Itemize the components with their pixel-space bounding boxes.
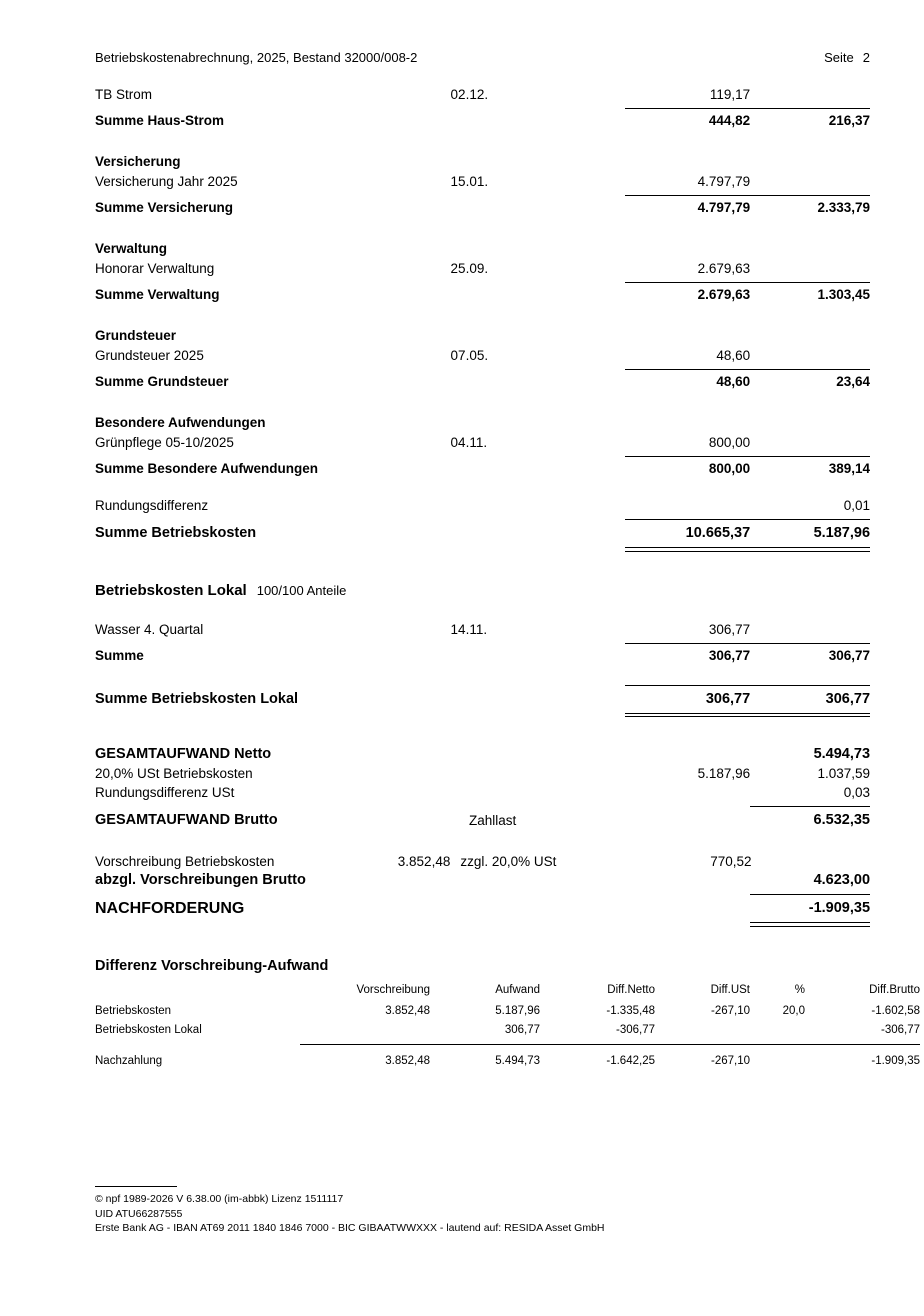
document-title: Betriebskostenabrechnung, 2025, Bestand 32000/008-2: [95, 50, 418, 65]
cell-aufwand: 306,77: [504, 1023, 540, 1036]
cell-diff-brutto: -306,77: [880, 1023, 920, 1036]
page-number: 2: [862, 50, 870, 65]
document-footer: [95, 1186, 795, 1236]
vorschreibung-ust-note: zzgl. 20,0% USt: [460, 854, 557, 870]
subtotal-amount-total: 800,00: [708, 461, 751, 476]
ust-amount: 1.037,59: [817, 766, 871, 782]
line-item-row: [95, 435, 870, 450]
line-item-row: [95, 348, 870, 363]
subtotal-amount-share: 23,64: [836, 374, 871, 389]
gesamtaufwand-netto-amount: 5.494,73: [813, 746, 871, 763]
section-heading-besondere-aufwendungen: Besondere Aufwendungen: [95, 415, 266, 430]
ust-rounding-label: Rundungsdifferenz USt: [95, 785, 235, 801]
vorschreibung-total-amount: 4.623,00: [813, 872, 871, 889]
statement-body: [95, 50, 920, 1071]
line-item-label: Grünpflege 05-10/2025: [95, 435, 234, 450]
subtotal-amount-share: 389,14: [828, 461, 871, 476]
line-item-label: Wasser 4. Quartal: [95, 621, 204, 637]
table-row: [95, 1002, 920, 1021]
grand-total-rule: [95, 519, 870, 520]
grand-total-amount-share: 5.187,96: [813, 525, 871, 541]
nachforderung-rule: [95, 894, 870, 895]
difference-table: [95, 981, 920, 1071]
subtotal-label: Summe Besondere Aufwendungen: [95, 461, 319, 476]
total-cell-vorschreibung: 3.852,48: [300, 1044, 430, 1071]
cell-percent: [750, 1021, 805, 1040]
ust-base-amount: 5.187,96: [697, 766, 751, 782]
lokal-total-double-rule: [95, 713, 870, 718]
cell-diff-ust: [655, 1021, 750, 1040]
subtotal-label: Summe: [95, 647, 144, 663]
subtotal-rule: [95, 282, 870, 283]
line-item-date: 14.11.: [450, 621, 488, 637]
cell-diff-brutto: -1.602,58: [871, 1004, 920, 1017]
subtotal-amount-share: 1.303,45: [817, 287, 871, 302]
column-header-blank: [95, 981, 300, 1002]
lokal-total-rule: [95, 685, 870, 686]
footer-divider: [95, 1186, 177, 1187]
grand-total-label: Summe Betriebskosten: [95, 525, 257, 541]
section-heading-text: Betriebskosten Lokal: [95, 581, 247, 599]
grand-total-row: [95, 526, 870, 541]
footer-copyright: © npf 1989-2026 V 6.38.00 (im-abbk) Lizenz 1511117: [95, 1193, 344, 1205]
rounding-difference-amount: 0,01: [843, 498, 871, 513]
line-item-date: 15.01.: [450, 174, 489, 189]
row-label: Betriebskosten Lokal: [95, 1023, 202, 1036]
cell-vorschreibung: [300, 1021, 430, 1040]
grand-total-amount-total: 10.665,37: [685, 525, 751, 541]
lokal-total-row: [95, 692, 870, 707]
line-item-amount: 2.679,63: [697, 261, 751, 276]
section-heading-verwaltung: Verwaltung: [95, 241, 168, 256]
line-item-date: 02.12.: [450, 87, 489, 102]
column-header-diff-ust: Diff.USt: [710, 983, 750, 996]
line-item-label: Versicherung Jahr 2025: [95, 174, 238, 189]
line-item-amount: 4.797,79: [697, 174, 751, 189]
subtotal-label: Summe Haus-Strom: [95, 113, 225, 128]
gesamtaufwand-brutto-row: [95, 813, 870, 828]
subtotal-row: [95, 113, 870, 128]
total-cell-aufwand: 5.494,73: [430, 1044, 540, 1071]
vorschreibung-row: [95, 854, 870, 869]
cell-diff-netto: -306,77: [615, 1023, 655, 1036]
zahllast-note: Zahllast: [468, 813, 517, 829]
column-header-aufwand: Aufwand: [495, 983, 540, 996]
column-header-diff-netto: Diff.Netto: [607, 983, 655, 996]
section-heading-shares: 100/100 Anteile: [256, 582, 347, 598]
cell-diff-netto: -1.335,48: [606, 1004, 655, 1017]
nachforderung-label: NACHFORDERUNG: [95, 900, 245, 918]
subtotal-rule: [95, 369, 870, 370]
footer-bank-details: Erste Bank AG - IBAN AT69 2011 1840 1846 7000 - BIC GIBAATWWXXX - lautend auf: RESIDA Asset GmbH: [95, 1222, 605, 1234]
lokal-total-amount-share: 306,77: [825, 690, 871, 707]
footer-uid: UID ATU66287555: [95, 1207, 183, 1220]
lokal-total-label: Summe Betriebskosten Lokal: [95, 690, 299, 707]
subtotal-amount-total: 306,77: [708, 647, 751, 663]
line-item-label: Grundsteuer 2025: [95, 348, 204, 363]
line-item-date: 07.05.: [450, 348, 489, 363]
gesamtaufwand-netto-label: GESAMTAUFWAND Netto: [95, 746, 272, 763]
total-cell-diff-brutto: -1.909,35: [805, 1044, 920, 1071]
nachforderung-row: [95, 901, 870, 916]
subtotal-amount-total: 2.679,63: [697, 287, 751, 302]
subtotal-rule: [95, 456, 870, 457]
table-header-row: [95, 981, 920, 1002]
gesamtaufwand-brutto-rule: [95, 806, 870, 807]
subtotal-rule: [95, 643, 870, 644]
subtotal-amount-total: 4.797,79: [697, 200, 751, 215]
ust-label: 20,0% USt Betriebskosten: [95, 766, 253, 782]
page-indicator: [824, 50, 870, 65]
cell-diff-ust: -267,10: [710, 1004, 750, 1017]
gesamtaufwand-netto-row: [95, 747, 870, 762]
line-item-row: [95, 87, 870, 102]
total-cell-diff-ust: -267,10: [655, 1044, 750, 1071]
section-heading-versicherung: Versicherung: [95, 154, 181, 169]
cell-vorschreibung: 3.852,48: [385, 1004, 430, 1017]
subtotal-amount-share: 2.333,79: [817, 200, 871, 215]
difference-table-title: Differenz Vorschreibung-Aufwand: [95, 957, 329, 974]
line-item-date: 25.09.: [450, 261, 489, 276]
row-label: Betriebskosten: [95, 1004, 172, 1017]
nachforderung-amount: -1.909,35: [808, 900, 871, 917]
column-header-vorschreibung: Vorschreibung: [356, 983, 430, 996]
subtotal-row: [95, 287, 870, 302]
subtotal-amount-share: 306,77: [828, 647, 871, 663]
ust-row: [95, 766, 870, 781]
subtotal-row: [95, 374, 870, 389]
subtotal-label: Summe Verwaltung: [95, 287, 220, 302]
ust-rounding-row: [95, 785, 870, 800]
line-item-row: [95, 261, 870, 276]
table-total-row: [95, 1044, 920, 1071]
vorschreibung-label: Vorschreibung Betriebskosten: [95, 854, 275, 870]
line-item-amount: 800,00: [708, 435, 751, 450]
subtotal-amount-share: 216,37: [828, 113, 871, 128]
column-header-diff-brutto: Diff.Brutto: [869, 983, 920, 996]
cell-percent: 20,0: [782, 1004, 805, 1017]
section-heading-grundsteuer: Grundsteuer: [95, 328, 177, 343]
subtotal-rule: [95, 195, 870, 196]
page-label: Seite: [824, 50, 854, 65]
cell-aufwand: 5.187,96: [495, 1004, 540, 1017]
total-row-label: Nachzahlung: [95, 1054, 163, 1067]
rounding-difference-row: [95, 498, 870, 513]
rounding-difference-label: Rundungsdifferenz: [95, 498, 209, 513]
vorschreibung-total-row: [95, 873, 870, 888]
total-cell-percent: [750, 1044, 805, 1071]
document-header: [95, 50, 870, 65]
column-header-percent: %: [794, 983, 805, 996]
vorschreibung-total-label: abzgl. Vorschreibungen Brutto: [95, 872, 306, 889]
subtotal-rule: [95, 108, 870, 109]
nachforderung-double-rule: [95, 922, 870, 927]
line-item-amount: 119,17: [709, 87, 751, 102]
line-item-date: 04.11.: [450, 435, 488, 450]
ust-rounding-amount: 0,03: [843, 785, 871, 801]
vorschreibung-net-amount: 3.852,48: [397, 854, 451, 870]
subtotal-row: [95, 200, 870, 215]
subtotal-amount-total: 48,60: [716, 374, 751, 389]
lokal-total-amount-total: 306,77: [705, 690, 751, 707]
line-item-row: [95, 622, 870, 637]
section-heading-betriebskosten-lokal: [95, 582, 870, 600]
subtotal-row: [95, 648, 870, 663]
subtotal-amount-total: 444,82: [708, 113, 751, 128]
table-row: [95, 1021, 920, 1040]
subtotal-label: Summe Versicherung: [95, 200, 234, 215]
gesamtaufwand-brutto-amount: 6.532,35: [813, 812, 870, 829]
subtotal-label: Summe Grundsteuer: [95, 374, 229, 389]
total-cell-diff-netto: -1.642,25: [540, 1044, 655, 1071]
line-item-row: [95, 174, 870, 189]
line-item-amount: 306,77: [708, 621, 751, 637]
grand-total-double-rule: [95, 547, 870, 552]
vorschreibung-ust-amount: 770,52: [710, 854, 752, 870]
subtotal-row: [95, 461, 870, 476]
line-item-amount: 48,60: [716, 348, 751, 363]
gesamtaufwand-brutto-label: GESAMTAUFWAND Brutto: [95, 812, 278, 829]
line-item-label: Honorar Verwaltung: [95, 261, 215, 276]
line-item-label: TB Strom: [95, 87, 153, 102]
